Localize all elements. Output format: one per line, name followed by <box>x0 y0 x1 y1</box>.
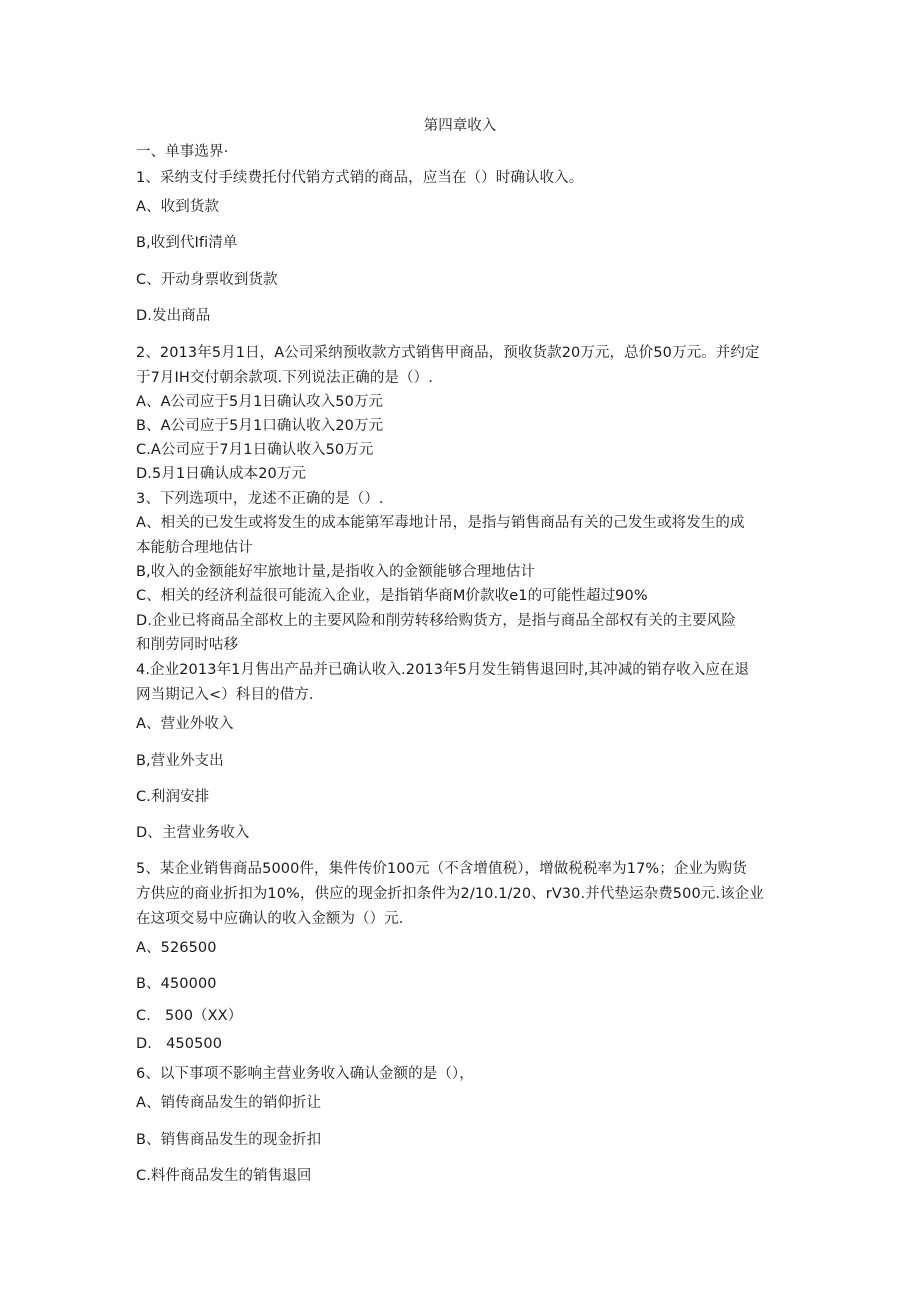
question-6-option-b: B、销售商品发生的现金折扣 <box>136 1132 322 1148</box>
question-4-stem-line-1: 4.企业2013年1月售出产品并已确认收入.2013年5月发生销售退回时,其冲减的销存收入应在退 <box>136 662 750 678</box>
question-2-stem-line-2: 于7月IH交付朝余款项.下列说法正确的是（）. <box>136 370 433 386</box>
question-1-option-a: A、收到货款 <box>136 199 220 215</box>
question-1-option-c: C、开动身票收到货款 <box>136 272 278 288</box>
question-3-option-a-line-1: A、相关的已发生或将发生的成本能第军毒地计吊，是指与销售商品有关的己发生或将发生的成 <box>136 515 745 531</box>
question-6-option-c: C.料件商品发生的销售退回 <box>136 1168 312 1184</box>
section-heading: 一、单事选界· <box>136 144 229 160</box>
question-5-stem-line-3: 在这项交易中应确认的收入金额为（）元. <box>136 911 404 927</box>
question-1-option-b: B,收到代Ifi清单 <box>136 235 238 251</box>
question-6-option-a: A、销传商品发生的销仰折让 <box>136 1095 322 1111</box>
question-3-option-c: C、相关的经济利益很可能流入企业，是指销华商M价款收e1的可能性超过90% <box>136 588 648 604</box>
question-3-stem: 3、下列选项中，龙述不正确的是（）. <box>136 491 384 507</box>
question-5-option-c: C. 500（XX） <box>136 1008 243 1024</box>
question-3-option-d-line-2: 和削劳同时咕移 <box>136 637 239 653</box>
question-5-option-b: B、450000 <box>136 976 217 992</box>
question-2-stem-line-1: 2、2013年5月1日，A公司采纳预收款方式销售甲商品，预收货款20万元，总价50万元。并约定 <box>136 345 760 361</box>
question-3-option-a-line-2: 本能舫合理地估计 <box>136 540 253 556</box>
question-5-stem-line-1: 5、某企业销售商品5000件，集件传价100元（不含增值税），增做税税率为17%；企业为购货 <box>136 861 747 877</box>
question-2-option-a: A、A公司应于5月1日确认攻入50万元 <box>136 394 384 410</box>
question-2-option-b: B、A公司应于5月1口确认收入20万元 <box>136 418 384 434</box>
question-5-stem-line-2: 方供应的商业折扣为10%，供应的现金折扣条件为2/10.1/20、rV30.并代垫运杂费500元.该企业 <box>136 886 764 902</box>
question-3-option-d-line-1: D.企业已将商品全部枚上的主要风险和削劳转移给购货方，是指与商品全部权有关的主要风险 <box>136 613 736 629</box>
question-4-option-c: C.利润安排 <box>136 789 210 805</box>
question-6-stem: 6、以下事项不影响主营业务收入确认金额的是（）， <box>136 1066 474 1082</box>
question-1-option-d: D.发出商品 <box>136 308 211 324</box>
question-4-stem-line-2: 网当期记入<）科目的借方. <box>136 687 314 703</box>
question-5-option-d: D. 450500 <box>136 1036 223 1052</box>
question-2-option-c: C.A公司应于7月1日确认收入50万元 <box>136 442 374 458</box>
question-3-option-b: B,收入的金额能好牢旅地计量,是指收入的金额能够合理地估计 <box>136 564 536 580</box>
chapter-title: 第四章收入 <box>423 118 497 134</box>
question-4-option-d: D、主营业务收入 <box>136 825 250 841</box>
question-1-stem: 1、采纳支付手续费托付代销方式销的商品，应当在（）时确认收入。 <box>136 170 584 186</box>
question-5-option-a: A、526500 <box>136 940 217 956</box>
question-4-option-a: A、营业外收入 <box>136 716 234 732</box>
question-4-option-b: B,营业外支出 <box>136 753 224 769</box>
question-2-option-d: D.5月1日确认成本20万元 <box>136 466 307 482</box>
